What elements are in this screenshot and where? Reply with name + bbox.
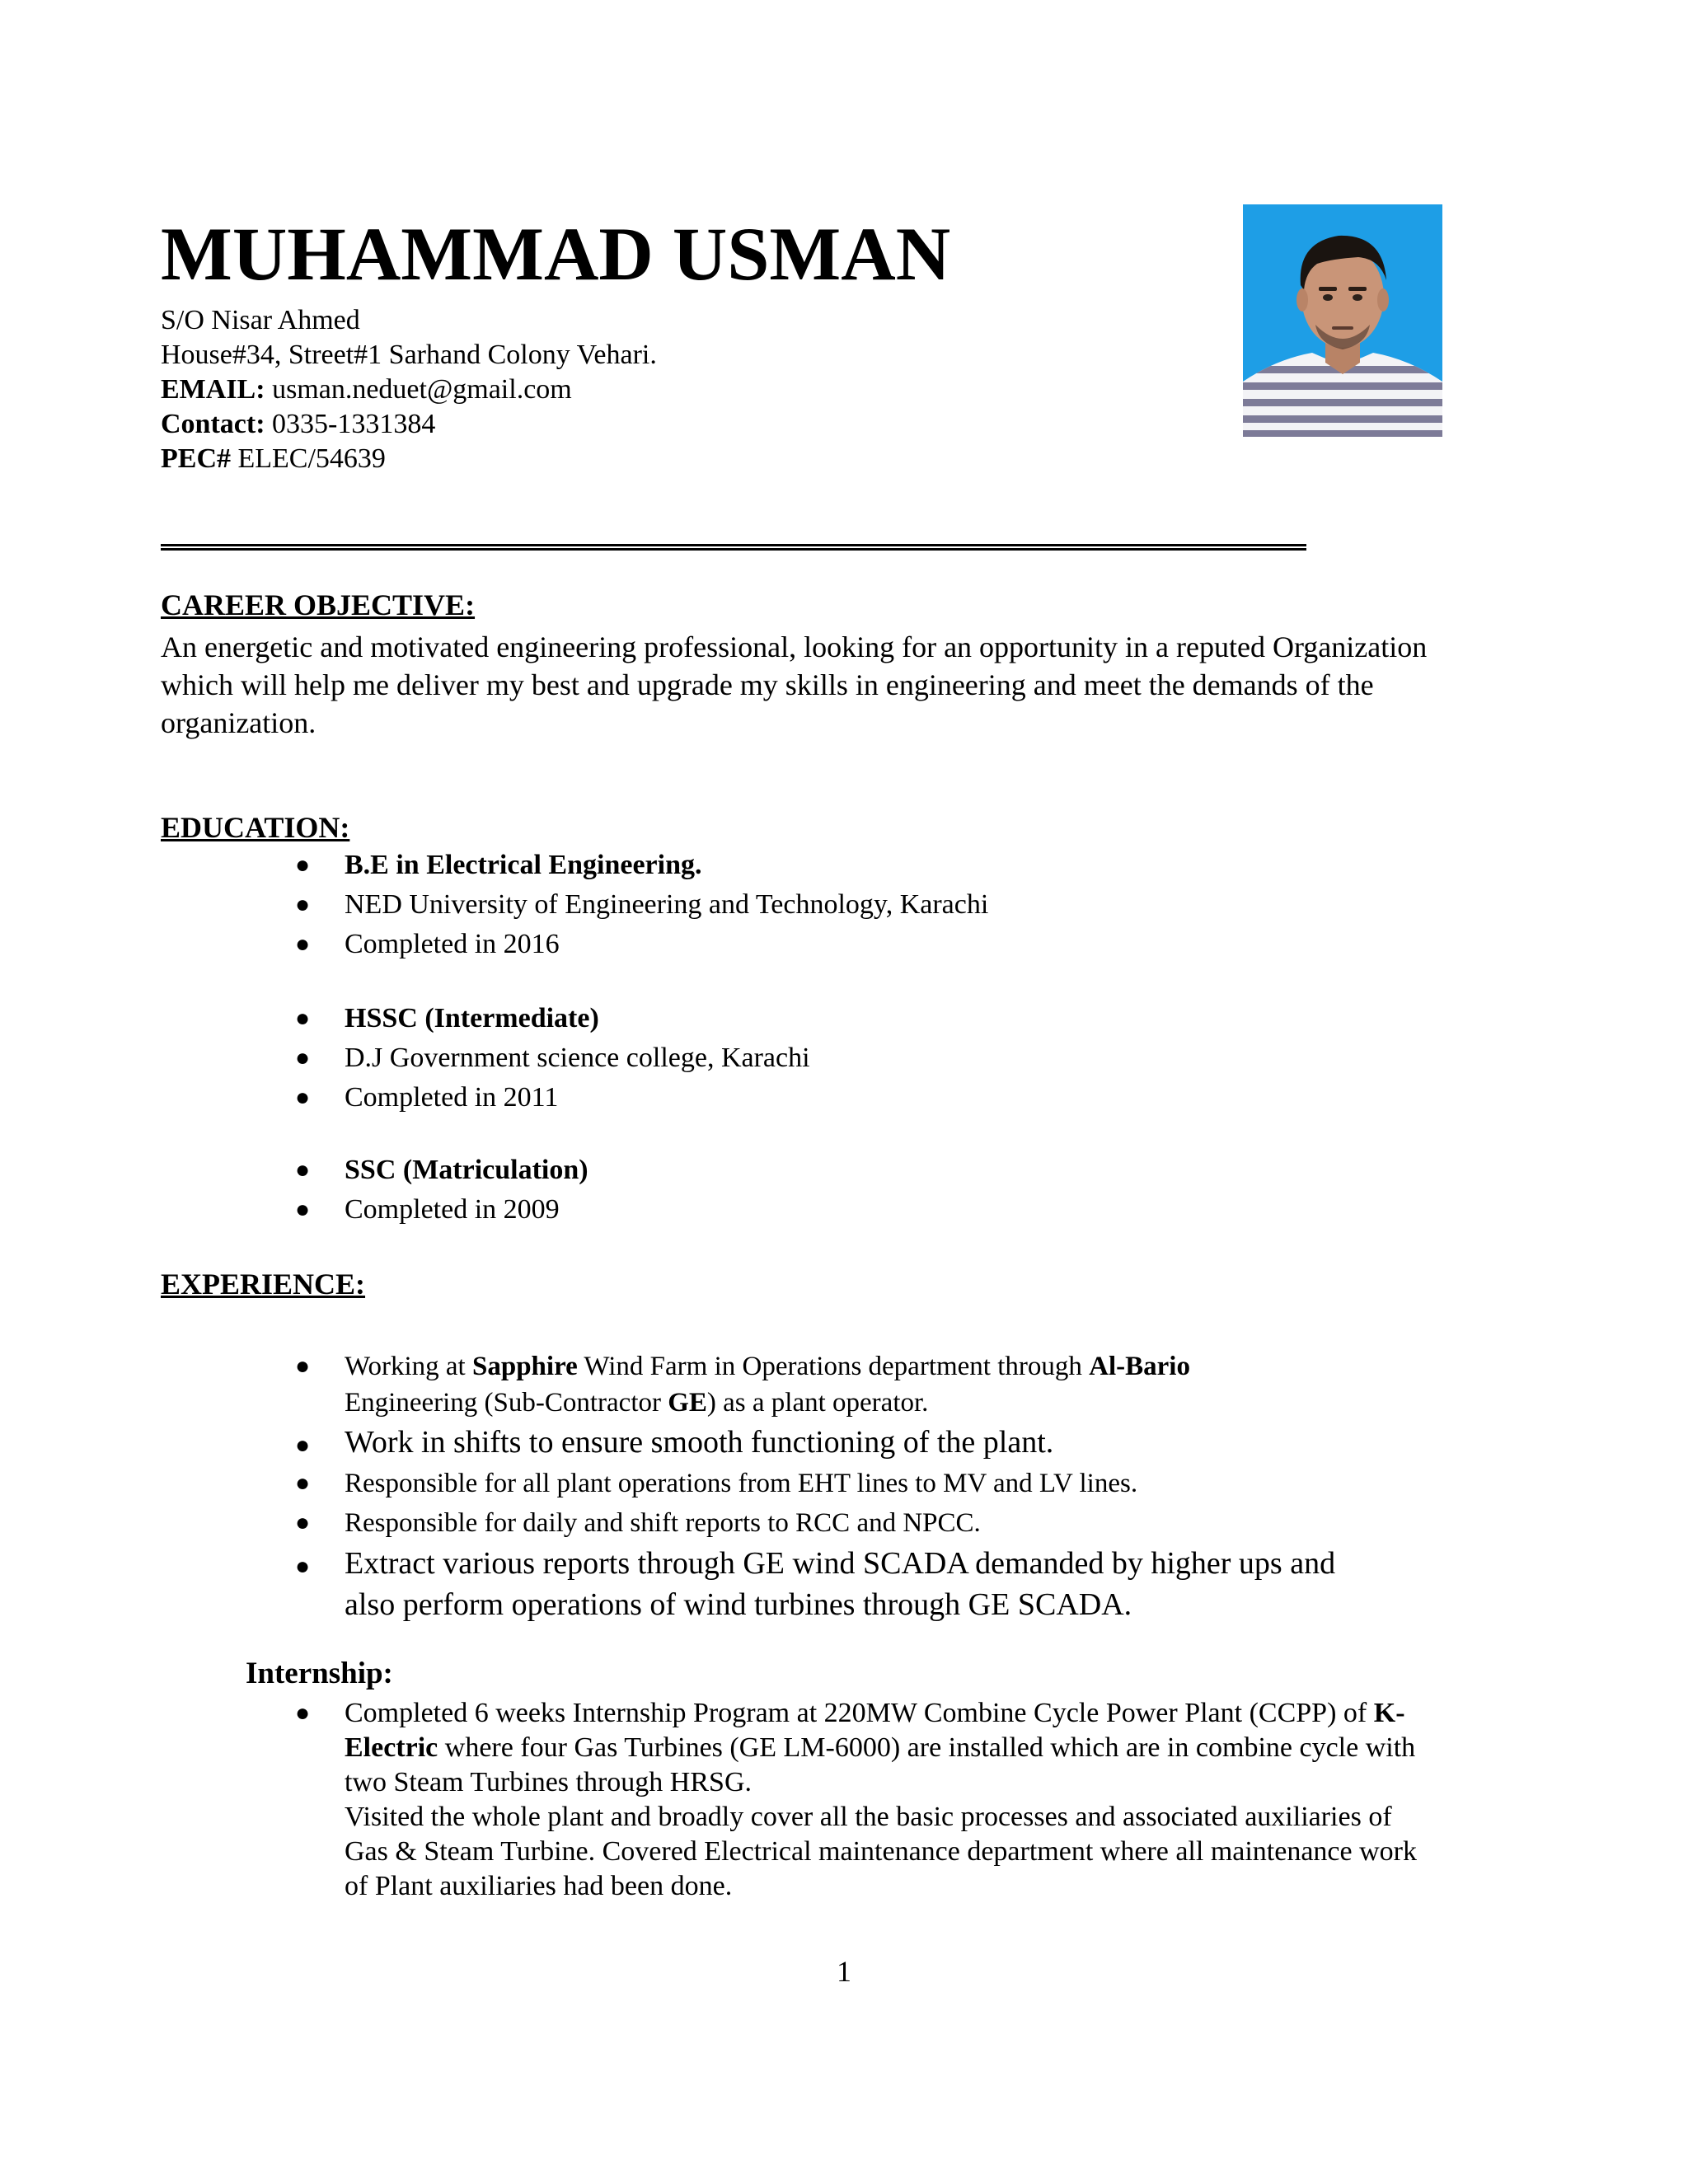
experience-list bbox=[0, 1348, 1335, 1625]
email-label: EMAIL: bbox=[161, 374, 265, 405]
bullet-icon: ● bbox=[295, 1005, 311, 1032]
internship-paragraph-1: Completed 6 weeks Internship Program at 220MW Combine Cycle Power Plant (CCPP) of K-Electric where four Gas Turbines (GE LM-6000) are installed which are in combine cycle with two Steam Turbines through HRSG. bbox=[345, 1698, 1416, 1797]
list-item: ● Completed in 2011 bbox=[0, 1078, 810, 1118]
list-item: ● B.E in Electrical Engineering. bbox=[0, 846, 988, 885]
bullet-icon: ● bbox=[295, 1352, 311, 1380]
address: House#34, Street#1 Sarhand Colony Vehari. bbox=[161, 340, 657, 370]
bullet-icon: ● bbox=[295, 1469, 311, 1497]
email-line bbox=[161, 373, 657, 407]
list-item: ● SSC (Matriculation) bbox=[0, 1151, 588, 1190]
education-be-list bbox=[0, 846, 988, 964]
list-item: ● Completed in 2009 bbox=[0, 1190, 588, 1230]
career-objective-text: An energetic and motivated engineering professional, looking for an opportunity in a reputed Organization which will help me deliver my best and upgrade my skills in engineering and meet the demands of the organization. bbox=[161, 630, 1428, 739]
contact-line bbox=[161, 407, 657, 442]
list-item: ● Work in shifts to ensure smooth functioning of the plant. bbox=[0, 1421, 1335, 1464]
list-item: ● Responsible for all plant operations from EHT lines to MV and LV lines. bbox=[0, 1464, 1335, 1503]
bullet-icon: ● bbox=[295, 891, 311, 918]
internship-heading: Internship: bbox=[246, 1657, 393, 1690]
pec-label: PEC# bbox=[161, 443, 231, 474]
internship-paragraph-2: Visited the whole plant and broadly cover all the basic processes and associated auxiliaries of Gas & Steam Turbine. Covered Electrical maintenance department where all maintenance work of Plant auxiliaries had been done. bbox=[345, 1802, 1417, 1901]
bullet-icon: ● bbox=[295, 1553, 311, 1580]
education-hssc-list bbox=[0, 999, 810, 1118]
education-heading: EDUCATION: bbox=[161, 811, 350, 844]
contact-value: 0335-1331384 bbox=[265, 409, 436, 439]
list-item: ● Extract various reports through GE wind SCADA demanded by higher ups and also perform operations of wind turbines through GE SCADA. bbox=[295, 1546, 1336, 1622]
profile-photo bbox=[1243, 204, 1442, 437]
bullet-icon: ● bbox=[295, 1156, 311, 1183]
contact-label: Contact: bbox=[161, 409, 265, 439]
contact-block bbox=[161, 303, 657, 476]
list-item: ● Completed in 2016 bbox=[0, 925, 988, 964]
internship-description bbox=[345, 1696, 1441, 1904]
career-objective-heading: CAREER OBJECTIVE: bbox=[161, 588, 476, 621]
bullet-icon: ● bbox=[295, 1084, 311, 1111]
bullet-icon: ● bbox=[295, 1432, 311, 1459]
list-item: ● D.J Government science college, Karachi bbox=[0, 1038, 810, 1078]
list-item: ● Responsible for daily and shift reports to RCC and NPCC. bbox=[0, 1503, 1335, 1543]
list-item: ● Working at Sapphire Wind Farm in Operations department through Al-Bario Engineering (Sub-Contractor GE) as a plant operator. bbox=[0, 1348, 1335, 1421]
bullet-icon: ● bbox=[295, 1699, 311, 1727]
list-item: ● NED University of Engineering and Technology, Karachi bbox=[0, 885, 988, 925]
list-item: ● HSSC (Intermediate) bbox=[0, 999, 810, 1038]
bullet-icon: ● bbox=[295, 1196, 311, 1223]
bullet-icon: ● bbox=[295, 851, 311, 879]
pec-value: ELEC/54639 bbox=[231, 443, 386, 474]
page-number: 1 bbox=[837, 1955, 851, 1988]
experience-heading: EXPERIENCE: bbox=[161, 1268, 366, 1301]
pec-line bbox=[161, 442, 657, 476]
bullet-icon: ● bbox=[295, 1044, 311, 1071]
portrait-illustration bbox=[1243, 204, 1442, 437]
bullet-icon: ● bbox=[295, 1509, 311, 1536]
father-name: S/O Nisar Ahmed bbox=[161, 305, 360, 335]
bullet-icon: ● bbox=[295, 930, 311, 958]
email-value: usman.neduet@gmail.com bbox=[265, 374, 572, 405]
header-divider bbox=[161, 544, 1306, 551]
education-ssc-list bbox=[0, 1151, 588, 1230]
candidate-name: MUHAMMAD USMAN bbox=[161, 212, 951, 296]
